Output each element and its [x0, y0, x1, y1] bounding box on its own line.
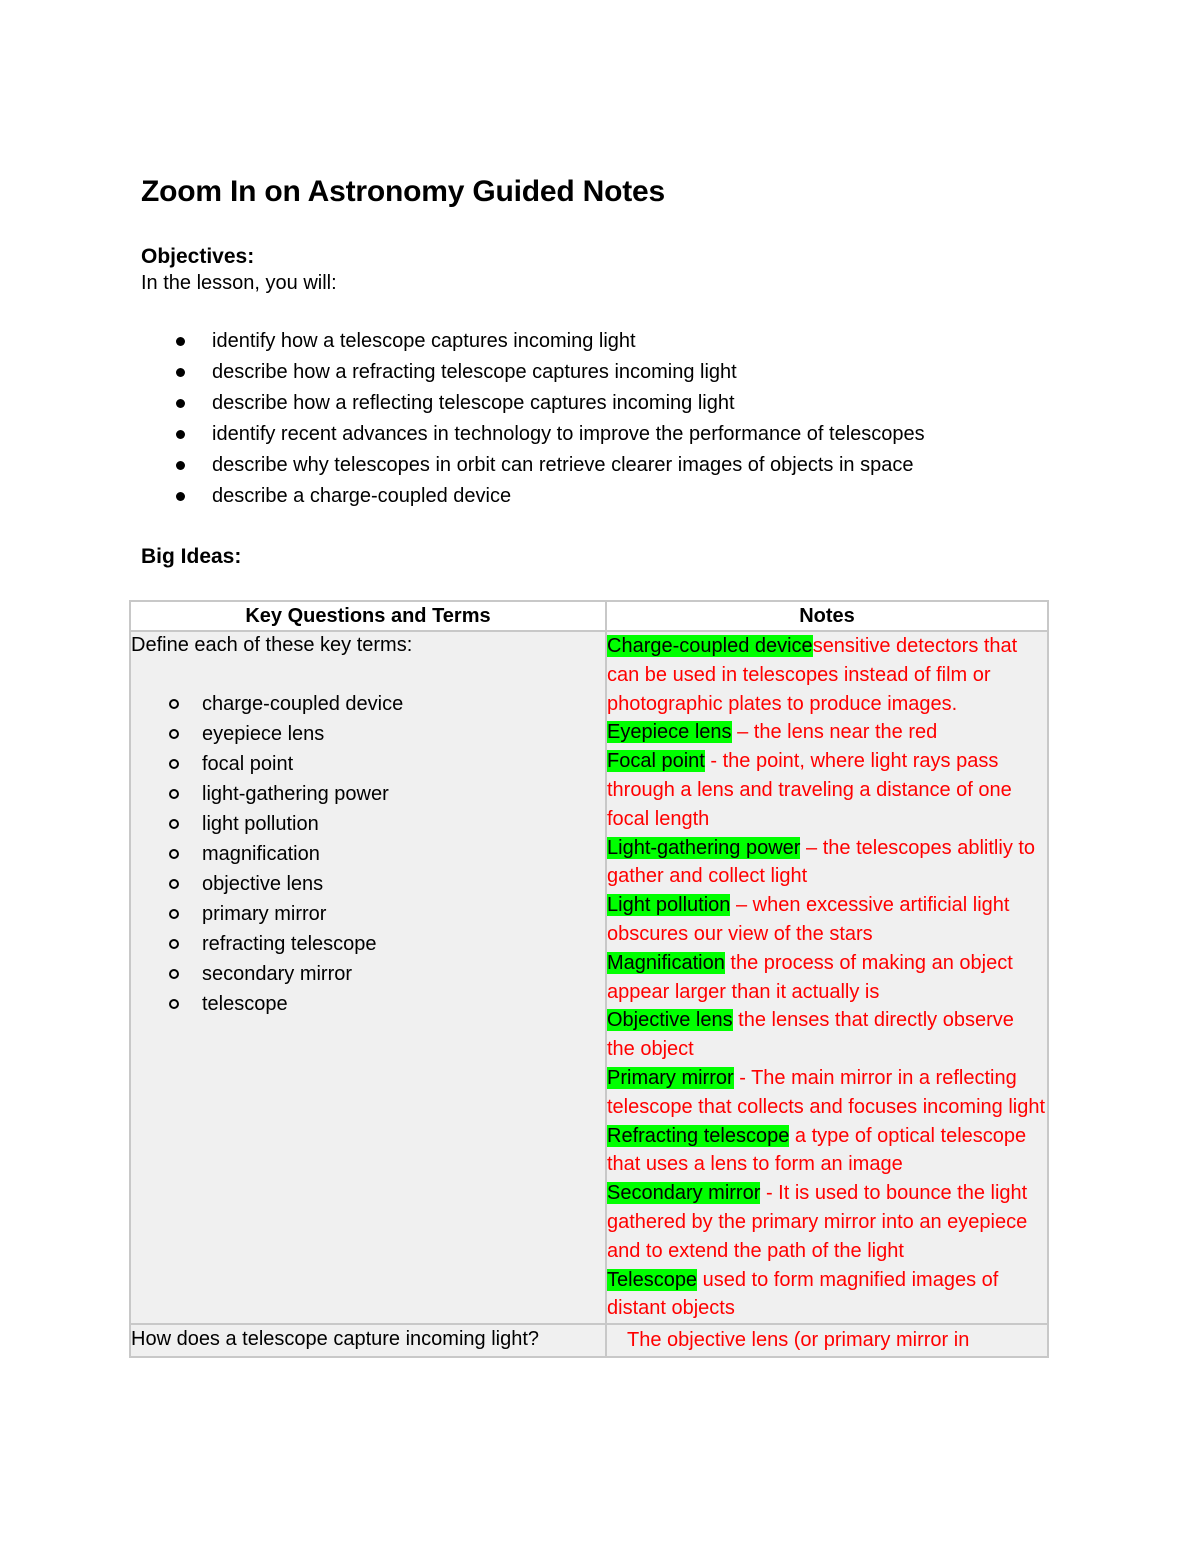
key-term-item: primary mirror	[131, 899, 605, 929]
objective-item: describe how a reflecting telescope captures incoming light	[141, 388, 1061, 419]
key-term-item: light-gathering power	[131, 779, 605, 809]
key-term-item: focal point	[131, 749, 605, 779]
highlighted-term: Primary mirror	[607, 1066, 734, 1089]
key-term-item: magnification	[131, 839, 605, 869]
objectives-list	[141, 326, 1061, 512]
definition-text: sensitive detectors that can be used in telescopes instead of film or photographic plates to produce images.	[607, 635, 1018, 715]
answer-cell: The objective lens (or primary mirror in	[606, 1324, 1048, 1357]
big-ideas-heading: Big Ideas:	[141, 545, 242, 568]
objective-item: describe a charge-coupled device	[141, 481, 1061, 512]
key-term-item: light pollution	[131, 809, 605, 839]
definition-entry	[607, 747, 1047, 833]
definition-text: – the lens near the red	[731, 721, 938, 744]
highlighted-term: Eyepiece lens	[607, 721, 732, 744]
key-terms-prompt: Define each of these key terms:	[131, 634, 413, 656]
definition-entry	[607, 891, 1047, 949]
key-terms-cell	[130, 631, 606, 1324]
definition-text: - It is used to bounce the light gathered by the primary mirror into an eyepiece and to extend the path of the light	[607, 1182, 1028, 1262]
highlighted-term: Objective lens	[607, 1009, 733, 1032]
notes-table	[129, 600, 1049, 1358]
page-title: Zoom In on Astronomy Guided Notes	[141, 175, 665, 208]
highlighted-term: Telescope	[607, 1268, 698, 1291]
definition-text: used to form magnified images of distant objects	[607, 1268, 999, 1320]
objective-item: identify how a telescope captures incoming light	[141, 326, 1061, 357]
key-term-item: charge-coupled device	[131, 689, 605, 719]
highlighted-term: Secondary mirror	[607, 1182, 761, 1205]
highlighted-term: Magnification	[607, 951, 725, 974]
definition-entry	[607, 632, 1047, 718]
definition-entry	[607, 834, 1047, 892]
definition-text: – the telescopes ablitliy to gather and collect light	[607, 836, 1036, 888]
definition-entry	[607, 949, 1047, 1007]
definition-text: - The main mirror in a reflecting telescope that collects and focuses incoming light	[607, 1066, 1046, 1118]
document-page	[141, 172, 1061, 570]
objectives-intro: In the lesson, you will:	[141, 272, 337, 294]
objective-item: describe why telescopes in orbit can retrieve clearer images of objects in space	[141, 450, 1061, 481]
highlighted-term: Light-gathering power	[607, 836, 801, 859]
column-header-notes: Notes	[606, 601, 1048, 631]
definitions-cell	[606, 631, 1048, 1324]
definition-entry	[607, 1179, 1047, 1265]
question-cell: How does a telescope capture incoming light?	[130, 1324, 606, 1357]
key-term-item: objective lens	[131, 869, 605, 899]
column-header-key-questions: Key Questions and Terms	[130, 601, 606, 631]
definition-text: the lenses that directly observe the object	[607, 1009, 1014, 1061]
key-term-item: refracting telescope	[131, 929, 605, 959]
definition-entry	[607, 1266, 1047, 1324]
highlighted-term: Charge-coupled device	[607, 635, 813, 657]
objective-item: describe how a refracting telescope captures incoming light	[141, 357, 1061, 388]
definition-entry	[607, 718, 1047, 747]
objective-item: identify recent advances in technology to improve the performance of telescopes	[141, 419, 1061, 450]
definition-text: the process of making an object appear larger than it actually is	[607, 951, 1013, 1003]
definition-entry	[607, 1064, 1047, 1122]
objectives-heading: Objectives:	[141, 245, 255, 268]
definition-entry	[607, 1122, 1047, 1180]
definition-text: – when excessive artificial light obscures our view of the stars	[607, 894, 1010, 945]
definition-entry	[607, 1006, 1047, 1064]
key-term-item: secondary mirror	[131, 959, 605, 989]
highlighted-term: Refracting telescope	[607, 1124, 790, 1147]
highlighted-term: Focal point	[607, 750, 705, 773]
table-header-row	[130, 601, 1048, 631]
highlighted-term: Light pollution	[607, 894, 731, 917]
table-row	[130, 1324, 1048, 1357]
key-term-item: eyepiece lens	[131, 719, 605, 749]
key-terms-list	[131, 689, 605, 1019]
key-term-item: telescope	[131, 989, 605, 1019]
definition-text: - the point, where light rays pass through a lens and traveling a distance of one focal length	[607, 750, 1012, 830]
definition-text: a type of optical telescope that uses a lens to form an image	[607, 1124, 1027, 1176]
table-row	[130, 631, 1048, 1324]
